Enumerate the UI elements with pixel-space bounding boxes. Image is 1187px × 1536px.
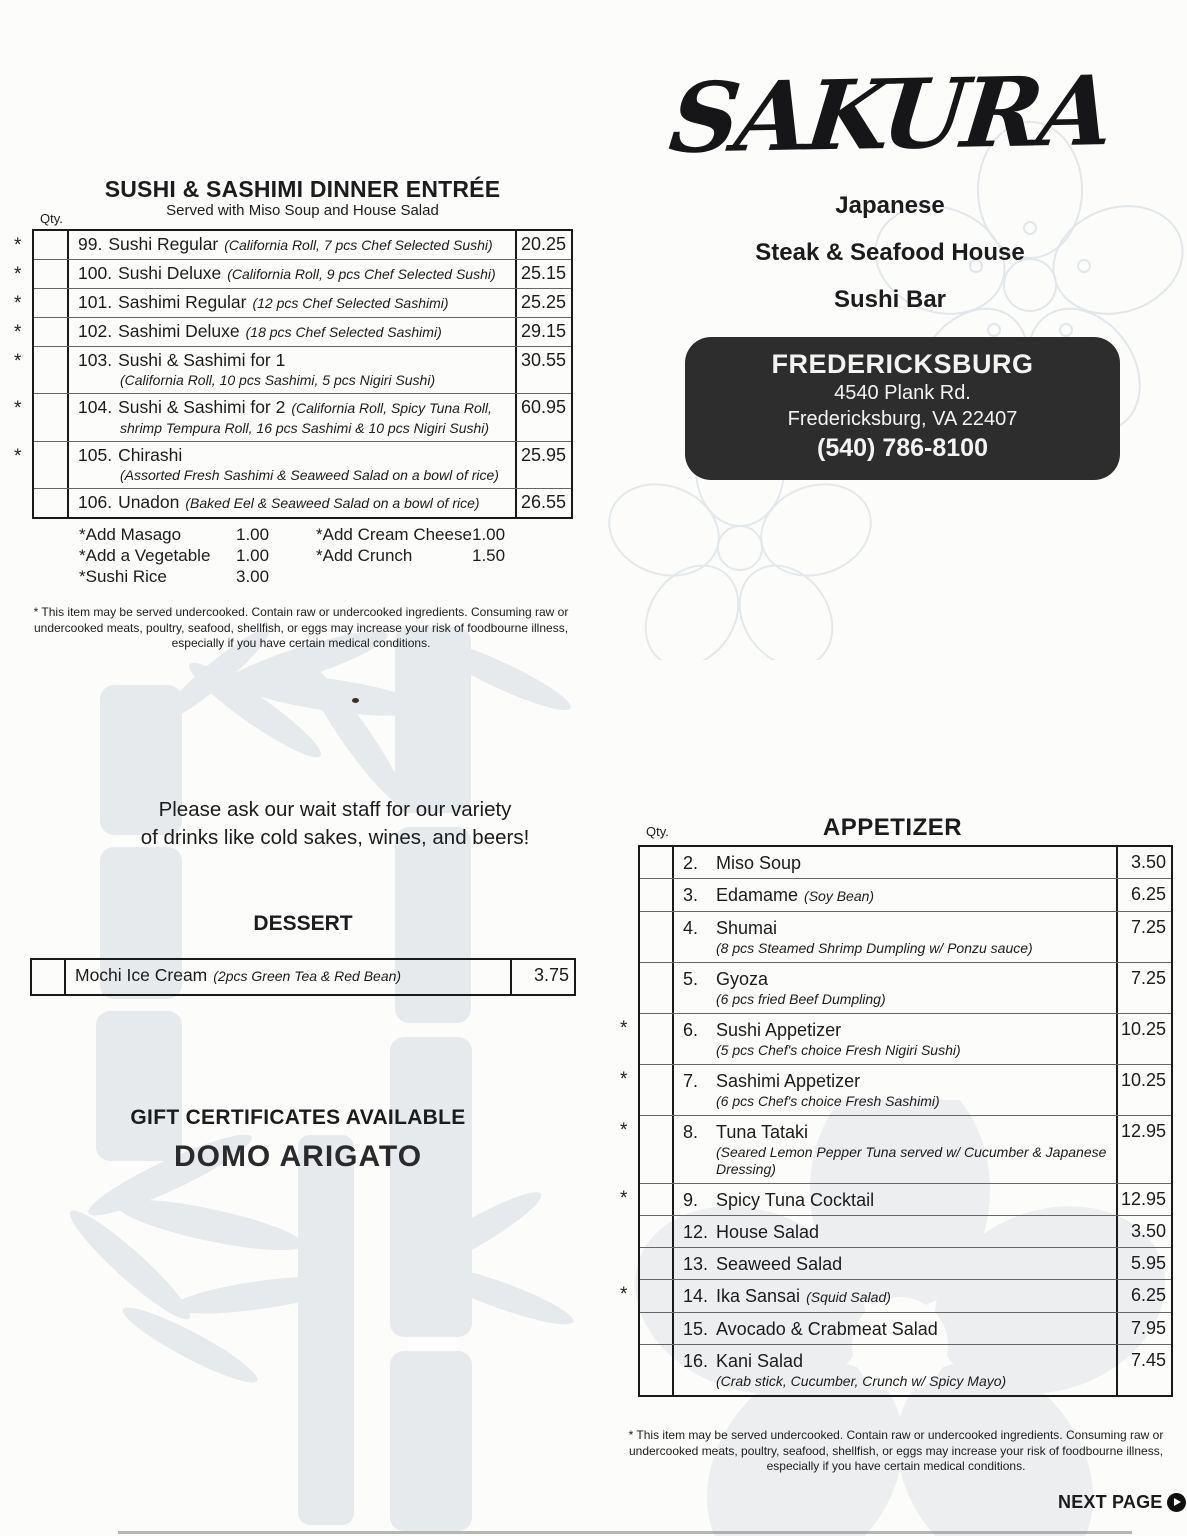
appetizer-item-row: [620, 1184, 1171, 1216]
addon-row: [79, 524, 269, 545]
addon-price: 1.00: [236, 546, 270, 565]
addon-price: 1.00: [236, 525, 270, 544]
item-cell: [674, 1313, 1116, 1344]
qty-box[interactable]: [640, 1248, 674, 1279]
dinner-section-title: SUSHI & SASHIMI DINNER ENTRÉE: [104, 176, 501, 202]
qty-box[interactable]: [640, 1216, 674, 1247]
item-number: 15.: [683, 1319, 709, 1339]
undercooked-star: *: [14, 351, 22, 372]
item-cell: [674, 1345, 1116, 1395]
dinner-item-row: [14, 260, 571, 289]
item-number: 101.: [78, 292, 113, 312]
addons-column-2: [316, 524, 505, 566]
item-name: Spicy Tuna Cocktail: [716, 1190, 875, 1210]
item-price: 7.25: [1116, 963, 1171, 1013]
brand-tagline-sushi-bar: Sushi Bar: [833, 286, 947, 313]
addon-row: [316, 524, 505, 545]
appetizer-item-row: [620, 1065, 1171, 1116]
item-cell: [674, 879, 1116, 911]
scan-speck-artifact: [352, 698, 359, 703]
appetizer-item-row: [640, 1345, 1171, 1395]
item-price: 6.25: [1116, 1280, 1171, 1312]
sakura-logo: SAKURA: [664, 54, 1116, 175]
brand-tagline-japanese: Japanese: [835, 192, 945, 219]
qty-box[interactable]: [34, 347, 69, 393]
addon-price: 3.00: [236, 567, 270, 586]
item-price: 25.25: [515, 289, 571, 317]
item-name: Ika Sansai: [716, 1286, 801, 1306]
item-desc-below: (California Roll, 10 pcs Sashimi, 5 pcs Nigiri Sushi): [120, 372, 436, 388]
item-price: 7.25: [1116, 912, 1171, 962]
item-price: 20.25: [515, 231, 571, 259]
dinner-menu-table: [14, 229, 573, 519]
item-desc-below: (Assorted Fresh Sashimi & Seaweed Salad on a bowl of rice): [120, 467, 499, 483]
item-desc-below: shrimp Tempura Roll, 16 pcs Sashimi & 10 pcs Nigiri Sushi): [120, 420, 490, 436]
item-name: Kani Salad: [716, 1351, 804, 1371]
item-number: 4.: [683, 918, 699, 938]
addon-row: [79, 566, 269, 587]
qty-box[interactable]: [640, 879, 674, 911]
addon-label: *Add Crunch: [316, 546, 413, 565]
item-price: 12.95: [1116, 1184, 1171, 1215]
item-desc: (Soy Bean): [804, 888, 875, 904]
item-name: Mochi Ice Cream: [75, 965, 208, 985]
item-price: 3.75: [510, 960, 574, 994]
qty-box[interactable]: [34, 289, 69, 317]
item-number: 99.: [78, 234, 103, 254]
qty-box[interactable]: [640, 1184, 674, 1215]
undercooked-star: *: [620, 1284, 628, 1305]
qty-box[interactable]: [32, 960, 66, 994]
item-name: Sushi Appetizer: [716, 1020, 842, 1040]
addon-label: *Add Masago: [79, 525, 182, 544]
appetizer-item-row: [640, 1248, 1171, 1280]
item-price: 12.95: [1116, 1116, 1171, 1183]
location-city-state-zip: Fredericksburg, VA 22407: [787, 408, 1018, 430]
location-address: 4540 Plank Rd.: [834, 382, 971, 404]
item-cell: [69, 489, 515, 517]
location-card: [685, 337, 1120, 480]
dessert-item-row: [32, 960, 574, 994]
dinner-item-row: [14, 289, 571, 318]
item-number: 8.: [683, 1122, 699, 1142]
qty-box[interactable]: [34, 394, 69, 441]
undercooked-star: *: [620, 1120, 628, 1141]
qty-box[interactable]: [640, 1065, 674, 1115]
dinner-item-row: [14, 318, 571, 347]
item-desc-below: (6 pcs fried Beef Dumpling): [716, 991, 886, 1007]
qty-box[interactable]: [640, 1014, 674, 1064]
item-number: 14.: [683, 1286, 709, 1306]
item-name: Miso Soup: [716, 853, 802, 873]
item-desc: (California Roll, Spicy Tuna Roll,: [291, 400, 492, 416]
appetizer-item-row: [620, 1116, 1171, 1184]
item-name: Sashimi Deluxe: [118, 321, 240, 341]
item-desc-below: (Crab stick, Cucumber, Crunch w/ Spicy Mayo): [716, 1373, 1007, 1389]
dinner-item-row: [14, 347, 571, 394]
appetizer-item-row: [640, 1216, 1171, 1248]
item-price: 60.95: [515, 394, 571, 441]
dessert-section-title: DESSERT: [253, 912, 353, 935]
item-name: Tuna Tataki: [716, 1122, 809, 1142]
item-cell: [674, 1216, 1116, 1247]
scan-edge-artifact: [118, 1531, 1132, 1534]
item-desc: (18 pcs Chef Selected Sashimi): [245, 324, 442, 340]
addon-label: *Sushi Rice: [79, 567, 167, 586]
qty-box[interactable]: [640, 1280, 674, 1312]
gift-certificates-note: GIFT CERTIFICATES AVAILABLE: [130, 1106, 466, 1129]
undercooked-star: *: [620, 1069, 628, 1090]
item-cell: [674, 1116, 1116, 1183]
item-cell: [674, 1184, 1116, 1215]
dessert-menu-table: [30, 958, 576, 996]
qty-box[interactable]: [640, 963, 674, 1013]
next-page-icon[interactable]: [1167, 1493, 1186, 1512]
qty-box[interactable]: [640, 1313, 674, 1344]
item-desc: (California Roll, 7 pcs Chef Selected Sushi): [224, 237, 493, 253]
appetizer-section-title: APPETIZER: [822, 814, 963, 841]
qty-box[interactable]: [640, 847, 674, 878]
item-price: 3.50: [1116, 847, 1171, 878]
item-cell: [66, 960, 510, 994]
item-cell: [674, 1065, 1116, 1115]
dinner-item-row: [14, 442, 571, 489]
item-number: 104.: [78, 397, 113, 417]
item-name: Seaweed Salad: [716, 1254, 843, 1274]
item-cell: [674, 912, 1116, 962]
appetizer-item-row: [640, 879, 1171, 912]
addon-row: [316, 545, 505, 566]
addon-price: 1.50: [472, 546, 506, 565]
dinner-item-row: [14, 231, 571, 260]
domo-arigato-note: DOMO ARIGATO: [173, 1140, 423, 1173]
item-name: Sushi Regular: [108, 234, 219, 254]
undercooked-disclaimer: * This item may be served undercooked. Contain raw or undercooked ingredients. Consuming raw or undercooked meats, poultry, seafood, shellfish, or eggs may increase your risk of foodbourne illness, especially if you have certain medical conditions.: [628, 1428, 1164, 1473]
next-page-link[interactable]: [1058, 1492, 1186, 1513]
qty-box[interactable]: [34, 318, 69, 346]
undercooked-star: *: [620, 1018, 628, 1039]
item-name: Sashimi Regular: [118, 292, 247, 312]
qty-column-label: Qty.: [646, 824, 669, 839]
qty-box[interactable]: [34, 442, 69, 488]
addon-label: *Add Cream Cheese: [316, 525, 472, 544]
item-price: 5.95: [1116, 1248, 1171, 1279]
undercooked-star: *: [620, 1188, 628, 1209]
item-cell: [674, 1280, 1116, 1312]
qty-box[interactable]: [34, 231, 69, 259]
qty-box[interactable]: [640, 1116, 674, 1183]
drinks-note: [85, 796, 585, 852]
undercooked-star: *: [14, 235, 22, 256]
item-price: 6.25: [1116, 879, 1171, 911]
item-cell: [674, 847, 1116, 878]
qty-box[interactable]: [640, 912, 674, 962]
item-name: Avocado & Crabmeat Salad: [716, 1319, 938, 1339]
qty-box[interactable]: [640, 1345, 674, 1395]
appetizer-item-row: [620, 1014, 1171, 1065]
undercooked-star: *: [14, 446, 22, 467]
item-cell: [69, 318, 515, 346]
qty-column-label: Qty.: [40, 211, 63, 226]
item-name: Shumai: [716, 918, 778, 938]
qty-box[interactable]: [34, 260, 69, 288]
item-name: House Salad: [716, 1222, 820, 1242]
location-phone: (540) 786-8100: [817, 434, 988, 462]
item-cell: [69, 289, 515, 317]
appetizer-menu-table: [620, 845, 1173, 1397]
item-price: 7.45: [1116, 1345, 1171, 1395]
item-desc-below: (5 pcs Chef's choice Fresh Nigiri Sushi): [716, 1042, 961, 1058]
item-desc-below: (Seared Lemon Pepper Tuna served w/ Cucumber & Japanese Dressing): [716, 1144, 1107, 1177]
item-price: 30.55: [515, 347, 571, 393]
item-number: 3.: [683, 885, 699, 905]
item-number: 102.: [78, 321, 113, 341]
addon-label: *Add a Vegetable: [79, 546, 211, 565]
item-name: Sashimi Appetizer: [716, 1071, 861, 1091]
item-name: Sushi Deluxe: [118, 263, 222, 283]
appetizer-item-row: [620, 1280, 1171, 1313]
item-number: 16.: [683, 1351, 709, 1371]
item-cell: [69, 394, 515, 441]
item-desc: (12 pcs Chef Selected Sashimi): [252, 295, 449, 311]
next-page-label: NEXT PAGE: [1058, 1492, 1163, 1512]
item-desc-below: (8 pcs Steamed Shrimp Dumpling w/ Ponzu sauce): [716, 940, 1033, 956]
brand-tagline-steakhouse: Steak & Seafood House: [755, 239, 1025, 266]
item-number: 13.: [683, 1254, 709, 1274]
item-desc: (Baked Eel & Seaweed Salad on a bowl of rice): [185, 495, 480, 511]
item-price: 3.50: [1116, 1216, 1171, 1247]
item-desc-below: (6 pcs Chef's choice Fresh Sashimi): [716, 1093, 940, 1109]
appetizer-item-row: [640, 963, 1171, 1014]
item-cell: [674, 963, 1116, 1013]
item-name: Sushi & Sashimi for 2: [118, 397, 286, 417]
undercooked-star: *: [14, 264, 22, 285]
item-name: Unadon: [118, 492, 180, 512]
item-price: 25.15: [515, 260, 571, 288]
dinner-item-row: [14, 394, 571, 442]
item-price: 26.55: [515, 489, 571, 517]
addon-price: 1.00: [472, 525, 506, 544]
item-number: 7.: [683, 1071, 699, 1091]
qty-box[interactable]: [34, 489, 69, 517]
undercooked-star: *: [14, 398, 22, 419]
item-cell: [69, 347, 515, 393]
item-cell: [69, 260, 515, 288]
item-price: 10.25: [1116, 1014, 1171, 1064]
drinks-note-line2: of drinks like cold sakes, wines, and beers!: [140, 826, 530, 849]
addon-row: [79, 545, 269, 566]
appetizer-item-row: [640, 1313, 1171, 1345]
item-name: Chirashi: [118, 445, 183, 465]
item-price: 7.95: [1116, 1313, 1171, 1344]
item-desc: (Squid Salad): [806, 1289, 891, 1305]
item-number: 103.: [78, 350, 113, 370]
addons-column-1: [79, 524, 269, 587]
item-desc: (California Roll, 9 pcs Chef Selected Sushi): [227, 266, 496, 282]
bamboo-watermark: [0, 615, 600, 1536]
item-number: 105.: [78, 445, 113, 465]
location-city: FREDERICKSBURG: [771, 349, 1034, 379]
appetizer-item-row: [640, 847, 1171, 879]
item-number: 9.: [683, 1190, 699, 1210]
item-desc: (2pcs Green Tea & Red Bean): [213, 968, 402, 984]
item-number: 100.: [78, 263, 113, 283]
undercooked-star: *: [14, 322, 22, 343]
dinner-section-subtitle: Served with Miso Soup and House Salad: [166, 202, 439, 219]
undercooked-disclaimer: * This item may be served undercooked. Contain raw or undercooked ingredients. Consuming raw or undercooked meats, poultry, seafood, shellfish, or eggs may increase your risk of foodbourne illness, especially if you have certain medical conditions.: [33, 605, 569, 650]
item-name: Sushi & Sashimi for 1: [118, 350, 286, 370]
item-name: Gyoza: [716, 969, 769, 989]
item-price: 25.95: [515, 442, 571, 488]
item-name: Edamame: [716, 885, 799, 905]
item-number: 6.: [683, 1020, 699, 1040]
item-cell: [69, 231, 515, 259]
dinner-item-row: [34, 489, 571, 517]
item-number: 106.: [78, 492, 113, 512]
item-price: 10.25: [1116, 1065, 1171, 1115]
drinks-note-line1: Please ask our wait staff for our variety: [158, 798, 512, 821]
item-cell: [674, 1014, 1116, 1064]
item-number: 2.: [683, 853, 699, 873]
item-number: 5.: [683, 969, 699, 989]
appetizer-item-row: [640, 912, 1171, 963]
undercooked-star: *: [14, 293, 22, 314]
item-cell: [69, 442, 515, 488]
item-cell: [674, 1248, 1116, 1279]
item-number: 12.: [683, 1222, 709, 1242]
item-price: 29.15: [515, 318, 571, 346]
